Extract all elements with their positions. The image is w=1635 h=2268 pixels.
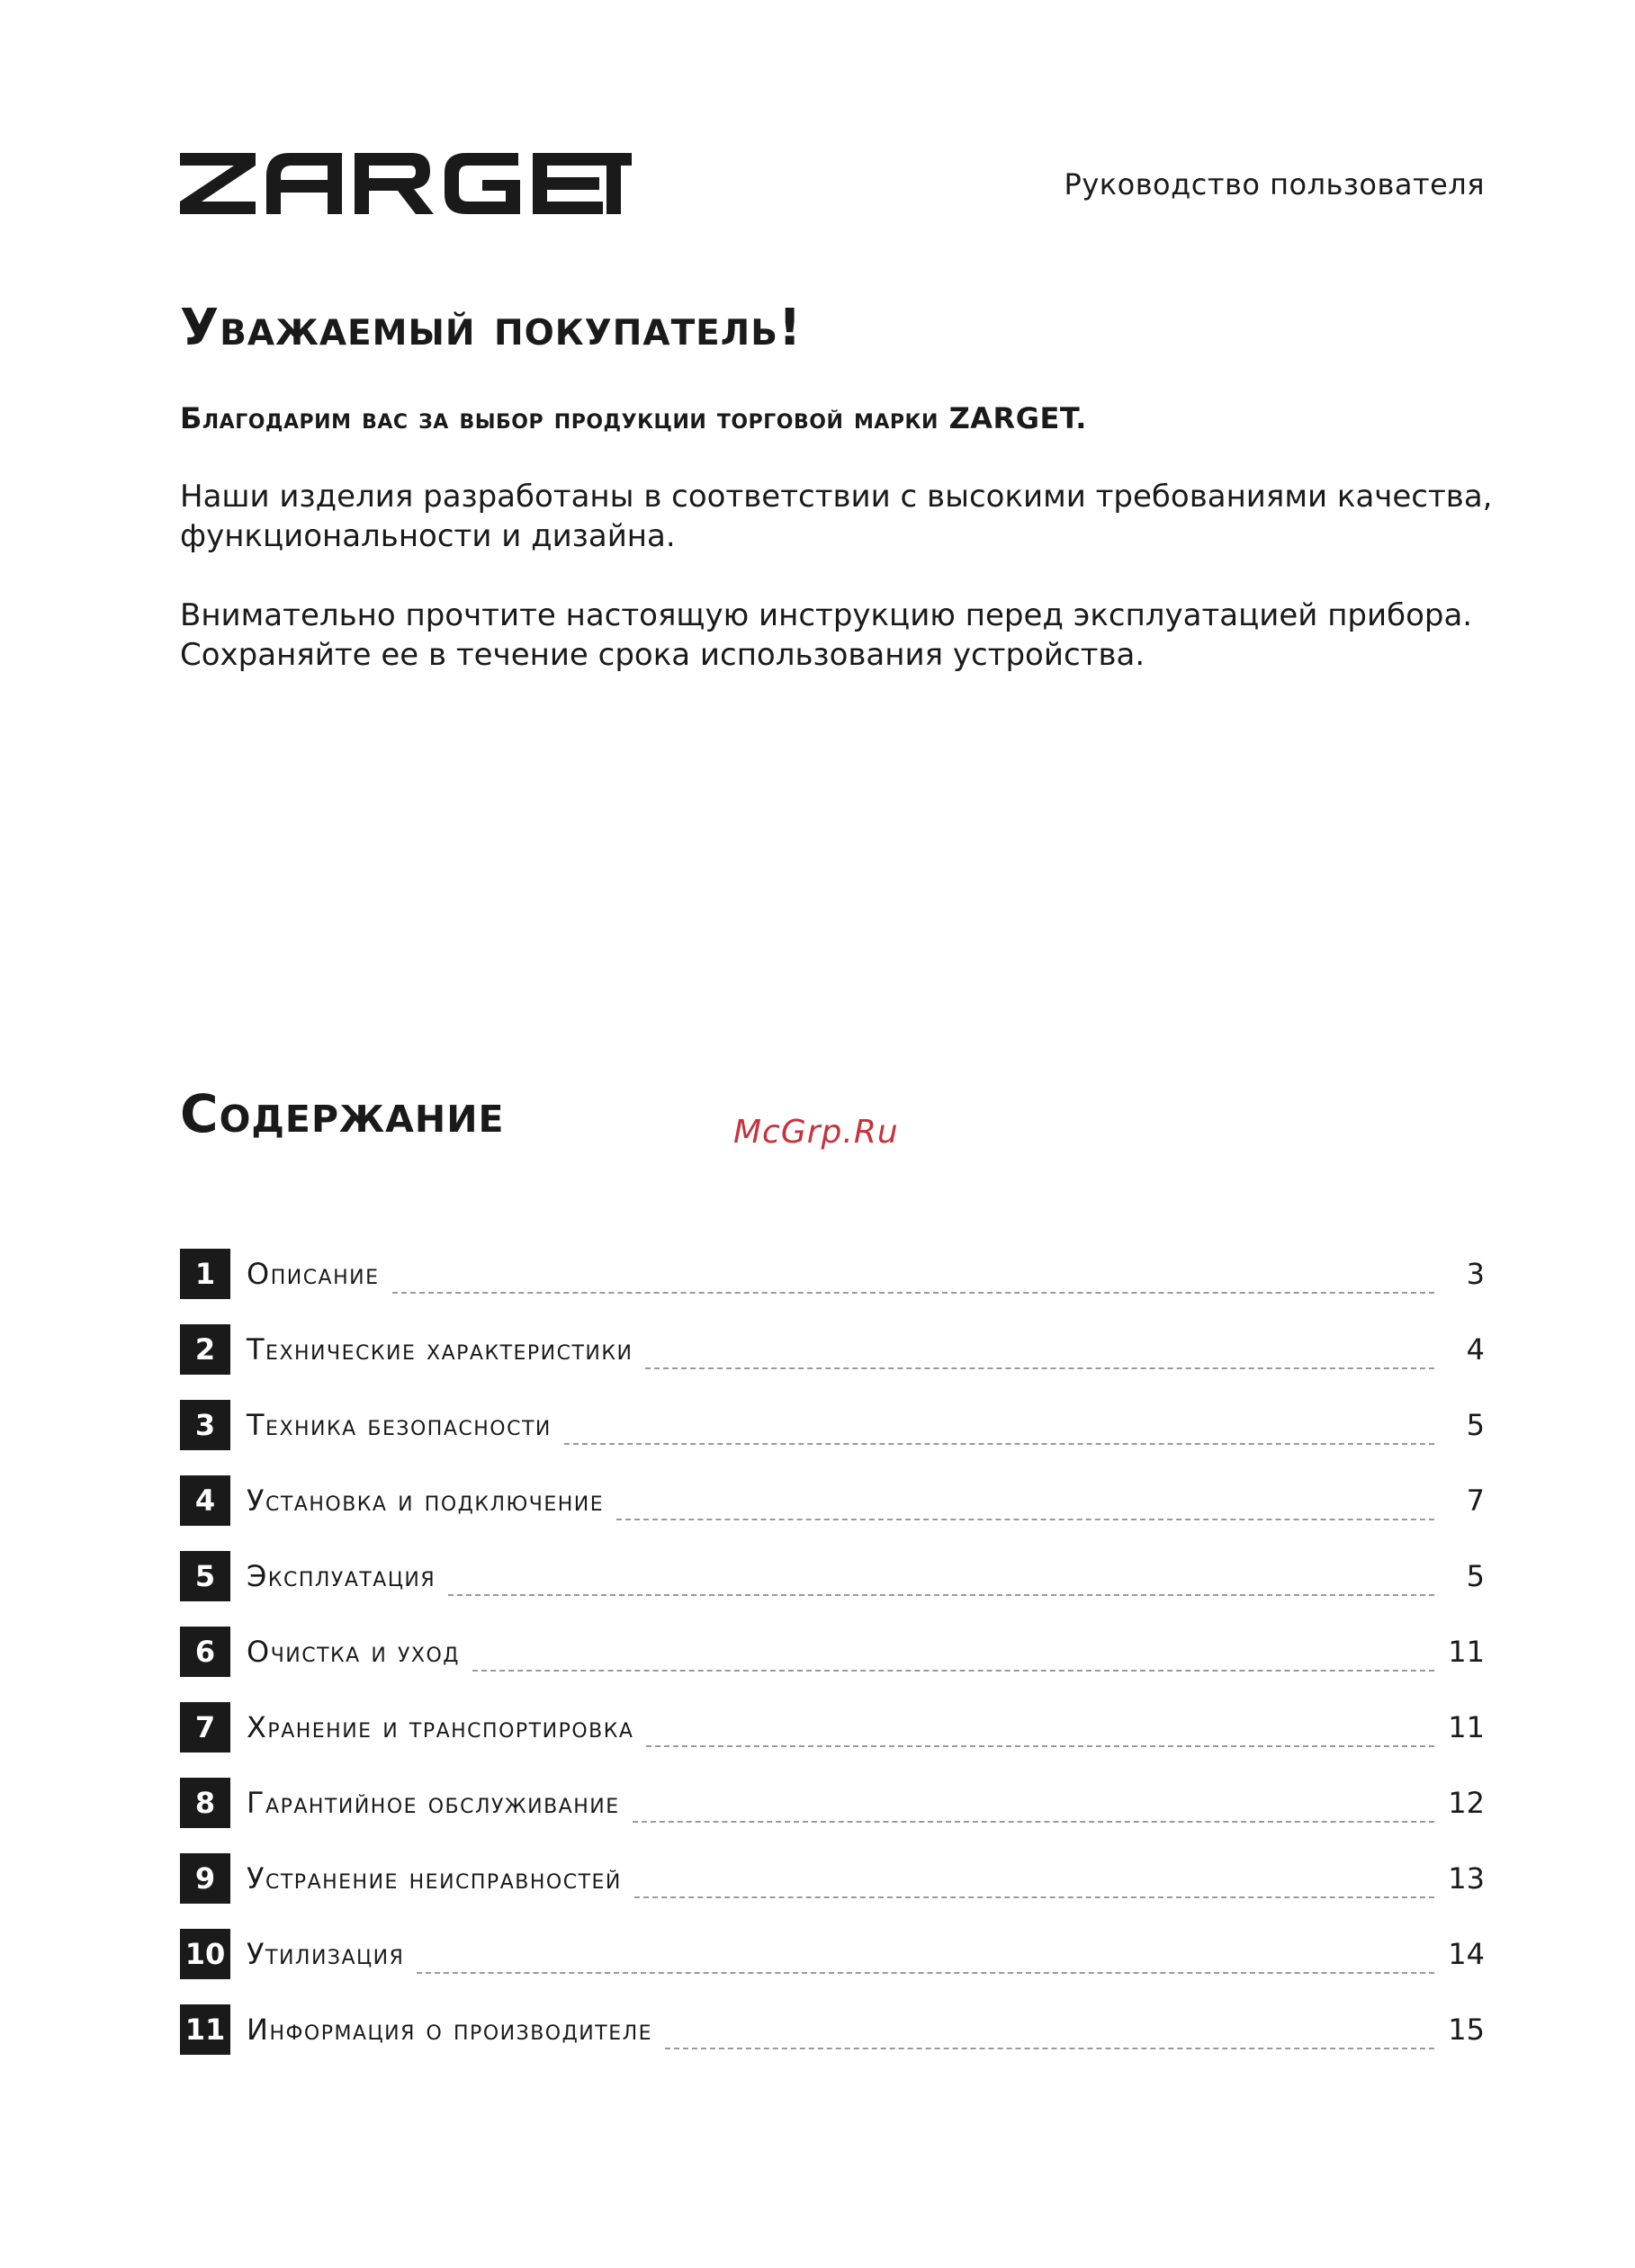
toc-item-label: Техника безопасности	[247, 1408, 552, 1442]
toc-item-label: Очистка и уход	[247, 1635, 460, 1669]
toc-item[interactable]	[180, 1627, 1485, 1677]
toc-item-label: Устранение неисправностей	[247, 1861, 622, 1896]
toc-item[interactable]	[180, 1551, 1485, 1601]
toc-item-page: 13	[1448, 1861, 1485, 1896]
greeting-heading: Уважаемый покупатель!	[180, 299, 803, 357]
document-type-label: Руководство пользователя	[1064, 167, 1485, 202]
toc-item-number: 8	[180, 1778, 230, 1828]
toc-item-number: 2	[180, 1324, 230, 1375]
toc-item-label: Гарантийное обслуживание	[247, 1786, 620, 1820]
toc-item-label: Утилизация	[247, 1937, 405, 1971]
toc-item[interactable]	[180, 1702, 1485, 1753]
toc-item-label: Эксплуатация	[247, 1559, 436, 1593]
toc-item-label: Технические характеристики	[247, 1332, 633, 1367]
toc-item-number: 5	[180, 1551, 230, 1601]
toc-item[interactable]	[180, 1778, 1485, 1828]
toc-leader-dots	[616, 1519, 1434, 1520]
toc-item-label: Информация о производителе	[247, 2013, 653, 2047]
toc-item[interactable]	[180, 1324, 1485, 1375]
intro-paragraph-quality: Наши изделия разработаны в соответствии с высокими требованиями качества, функциональности и дизайна.	[180, 479, 1493, 554]
toc-item[interactable]	[180, 1249, 1485, 1299]
toc-item-page: 11	[1448, 1710, 1485, 1744]
toc-item-number: 11	[180, 2004, 230, 2055]
toc-leader-dots	[417, 1972, 1434, 1974]
toc-item-number: 3	[180, 1400, 230, 1450]
toc-leader-dots	[448, 1594, 1434, 1596]
toc-leader-dots	[634, 1896, 1434, 1898]
watermark: McGrp.Ru	[733, 1114, 899, 1151]
toc-leader-dots	[646, 1745, 1434, 1747]
toc-item-page: 5	[1466, 1408, 1485, 1442]
intro-paragraph-instructions: Внимательно прочтите настоящую инструкцию перед эксплуатацией прибора. Сохраняйте ее в течение срока использования устройства.	[180, 597, 1473, 673]
toc-item-page: 7	[1466, 1484, 1485, 1518]
toc-item-page: 4	[1466, 1332, 1485, 1367]
toc-item-label: Описание	[247, 1257, 380, 1291]
toc-item-page: 3	[1466, 1257, 1485, 1291]
toc-leader-dots	[472, 1670, 1434, 1672]
toc-item[interactable]	[180, 1853, 1485, 1904]
toc-leader-dots	[645, 1367, 1434, 1369]
thanks-line: Благодарим вас за выбор продукции торговой марки ZARGET.	[180, 401, 1087, 435]
toc-item-number: 7	[180, 1702, 230, 1753]
toc-item-page: 12	[1448, 1786, 1485, 1820]
toc-item[interactable]	[180, 1400, 1485, 1450]
toc-item-page: 11	[1448, 1635, 1485, 1669]
toc-item-number: 4	[180, 1475, 230, 1526]
toc-item-page: 14	[1448, 1937, 1485, 1971]
toc-item-number: 6	[180, 1627, 230, 1677]
table-of-contents	[180, 1249, 1485, 2080]
toc-leader-dots	[392, 1292, 1435, 1294]
toc-heading: Содержание	[180, 1083, 505, 1144]
toc-leader-dots	[633, 1821, 1434, 1823]
toc-item-label: Установка и подключение	[247, 1484, 605, 1518]
zarget-logo	[180, 153, 632, 214]
toc-item-page: 15	[1448, 2013, 1485, 2047]
toc-item-number: 1	[180, 1249, 230, 1299]
toc-item-label: Хранение и транспортировка	[247, 1710, 634, 1744]
toc-item[interactable]	[180, 1475, 1485, 1526]
toc-item-number: 9	[180, 1853, 230, 1904]
toc-item[interactable]	[180, 2004, 1485, 2055]
toc-item[interactable]	[180, 1929, 1485, 1979]
toc-leader-dots	[564, 1443, 1434, 1445]
toc-leader-dots	[665, 2048, 1434, 2049]
toc-item-number: 10	[180, 1929, 230, 1979]
toc-item-page: 5	[1466, 1559, 1485, 1593]
